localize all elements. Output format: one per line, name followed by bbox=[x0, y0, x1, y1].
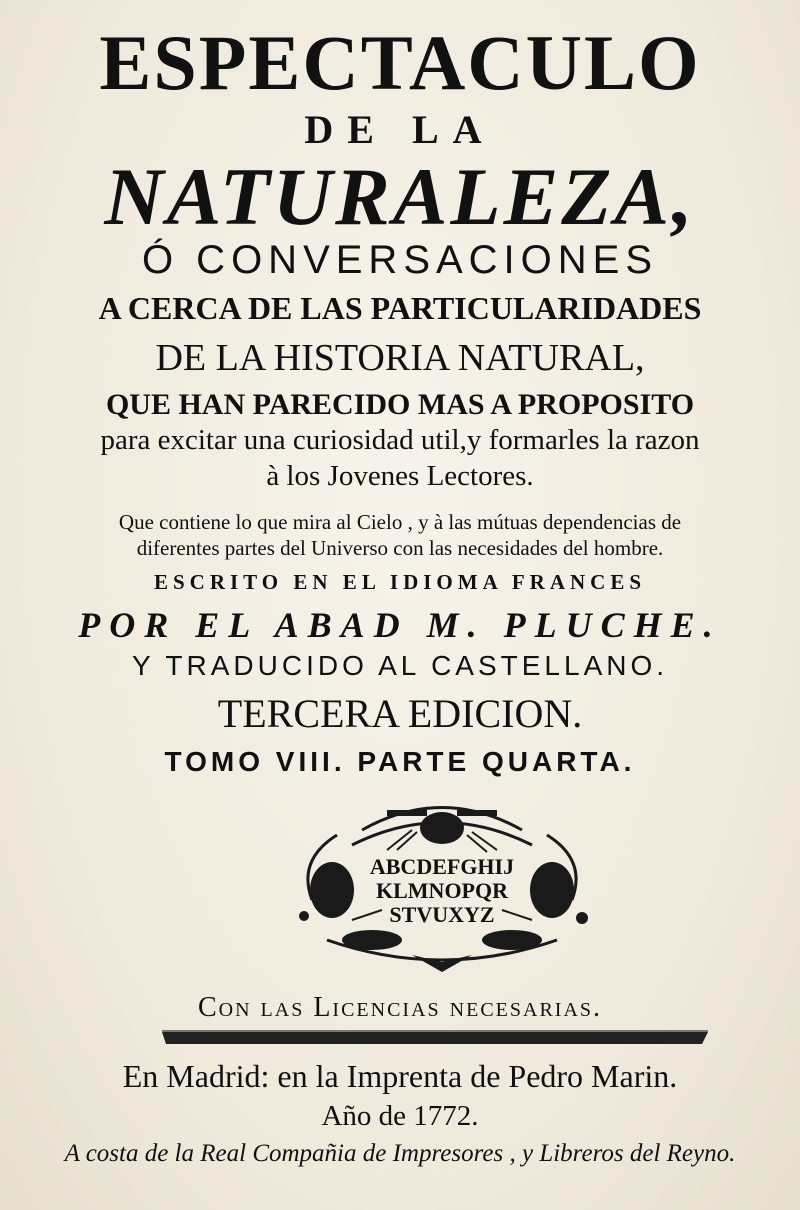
subtitle-conversaciones: Ó CONVERSACIONES bbox=[141, 238, 659, 282]
edition-line: TERCERA EDICION. bbox=[217, 691, 583, 736]
subtitle-curiosidad: para excitar una curiosidad util,y formarles la razon bbox=[100, 424, 700, 456]
licencias-line: Con las Licencias necesarias. bbox=[197, 992, 603, 1023]
title-de-la: DE LA bbox=[304, 107, 496, 152]
imprint-costa: A costa de la Real Compañia de Impresores , y Libreros del Reyno. bbox=[64, 1140, 736, 1167]
language-note: ESCRITO EN EL IDIOMA FRANCES bbox=[153, 570, 647, 594]
imprint-place: En Madrid: en la Imprenta de Pedro Marin. bbox=[122, 1058, 678, 1094]
ornament-row-2: KLMNOPQR bbox=[376, 878, 508, 903]
title-espectaculo: ESPECTACULO bbox=[99, 19, 701, 106]
imprint-year: Año de 1772. bbox=[321, 1100, 479, 1132]
subtitle-historia-natural: DE LA HISTORIA NATURAL, bbox=[155, 337, 645, 379]
contents-line-2: diferentes partes del Universo con las necesidades del hombre. bbox=[136, 536, 664, 560]
ornament-row-3: STVUXYZ bbox=[389, 902, 495, 927]
divider-rule bbox=[162, 1030, 708, 1046]
subtitle-particularidades: A CERCA DE LAS PARTICULARIDADES bbox=[98, 290, 702, 326]
subtitle-proposito: QUE HAN PARECIDO MAS A PROPOSITO bbox=[105, 388, 695, 421]
title-naturaleza: NATURALEZA, bbox=[104, 151, 696, 242]
translation-note: Y TRADUCIDO AL CASTELLANO. bbox=[131, 650, 669, 681]
volume-line: TOMO VIII. PARTE QUARTA. bbox=[164, 746, 636, 777]
printers-ornament-icon bbox=[292, 790, 592, 975]
author-line: POR EL ABAD M. PLUCHE. bbox=[78, 605, 722, 645]
ornament-row-1: ABCDEFGHIJ bbox=[369, 854, 515, 879]
subtitle-lectores: à los Jovenes Lectores. bbox=[266, 460, 534, 492]
contents-line-1: Que contiene lo que mira al Cielo , y à las mútuas dependencias de bbox=[118, 510, 682, 534]
